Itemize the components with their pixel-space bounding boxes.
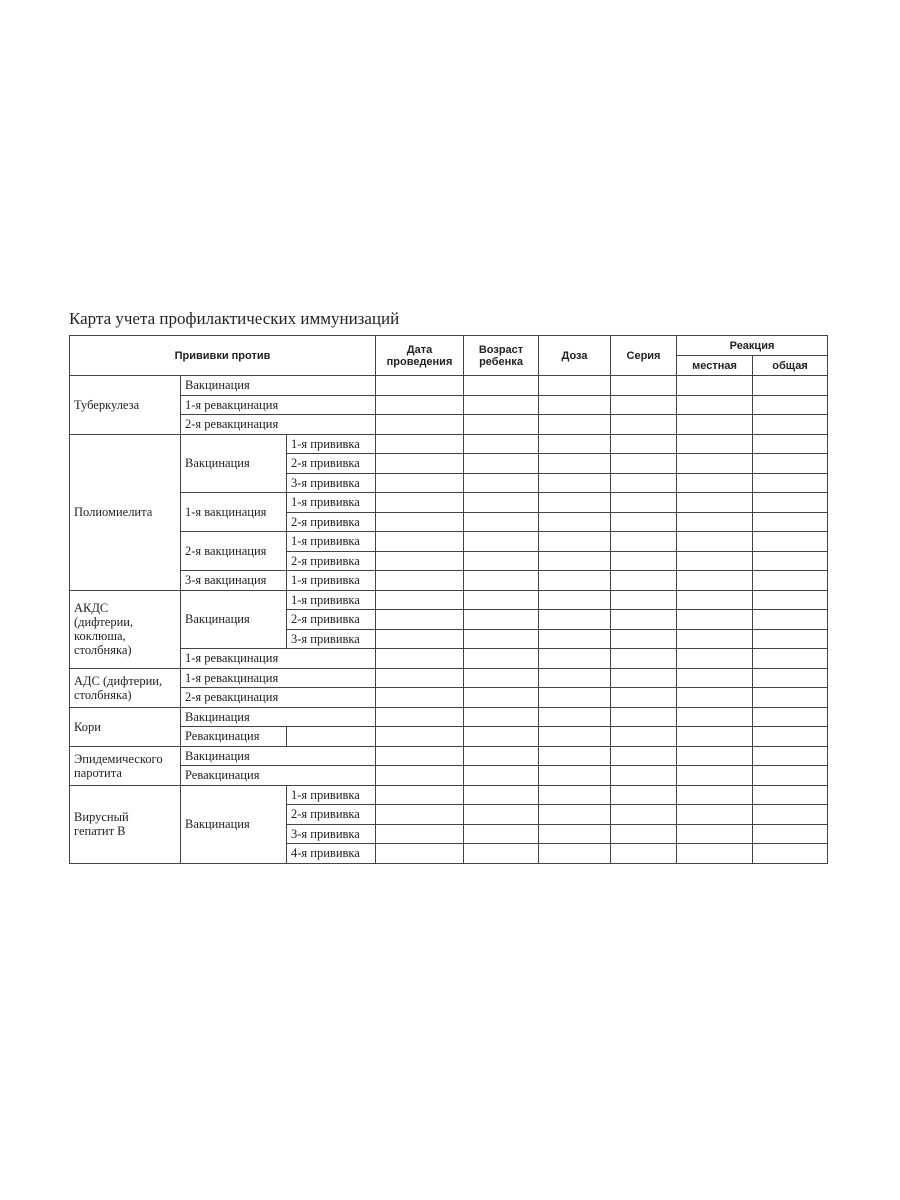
header-age (464, 336, 539, 376)
reaction-general-cell[interactable] (753, 610, 828, 630)
dose-cell[interactable] (539, 395, 611, 415)
date-cell[interactable] (376, 590, 464, 610)
reaction-general-cell[interactable] (753, 688, 828, 708)
age-cell[interactable] (464, 629, 539, 649)
date-cell[interactable] (376, 824, 464, 844)
date-cell[interactable] (376, 551, 464, 571)
series-cell[interactable] (611, 571, 677, 591)
reaction-general-cell[interactable] (753, 571, 828, 591)
section-mumps-line: паротита (74, 765, 122, 780)
dose-label: 3-я прививка (287, 824, 376, 844)
dose-label: 2-я прививка (287, 454, 376, 474)
row-label: Вакцинация (181, 746, 376, 766)
header-dose: Доза (539, 336, 611, 376)
dose-cell[interactable] (539, 707, 611, 727)
date-cell[interactable] (376, 532, 464, 552)
header-date-line2: проведения (386, 355, 453, 368)
age-cell[interactable] (464, 727, 539, 747)
dose-cell[interactable] (539, 610, 611, 630)
reaction-general-cell[interactable] (753, 532, 828, 552)
dose-cell[interactable] (539, 376, 611, 396)
series-cell[interactable] (611, 610, 677, 630)
date-cell[interactable] (376, 571, 464, 591)
dose-cell[interactable] (539, 434, 611, 454)
date-cell[interactable] (376, 727, 464, 747)
reaction-local-cell[interactable] (677, 415, 753, 435)
age-cell[interactable] (464, 688, 539, 708)
dose-cell[interactable] (539, 512, 611, 532)
dose-cell[interactable] (539, 532, 611, 552)
dose-label: 4-я прививка (287, 844, 376, 864)
table-row (70, 785, 828, 805)
age-cell[interactable] (464, 785, 539, 805)
series-cell[interactable] (611, 746, 677, 766)
reaction-general-cell[interactable] (753, 746, 828, 766)
date-cell[interactable] (376, 668, 464, 688)
section-hepb-name (70, 785, 181, 863)
dose-cell[interactable] (539, 805, 611, 825)
stage-label: 3-я вакцинация (181, 571, 287, 591)
reaction-general-cell[interactable] (753, 473, 828, 493)
dose-cell[interactable] (539, 688, 611, 708)
dose-label: 1-я прививка (287, 493, 376, 513)
reaction-local-cell[interactable] (677, 512, 753, 532)
dose-label: 1-я прививка (287, 434, 376, 454)
date-cell[interactable] (376, 766, 464, 786)
table-row (70, 376, 828, 396)
reaction-general-cell[interactable] (753, 454, 828, 474)
date-cell[interactable] (376, 746, 464, 766)
dose-cell[interactable] (539, 649, 611, 669)
dose-cell[interactable] (539, 668, 611, 688)
age-cell[interactable] (464, 473, 539, 493)
series-cell[interactable] (611, 551, 677, 571)
dose-cell[interactable] (539, 571, 611, 591)
age-cell[interactable] (464, 493, 539, 513)
dose-cell[interactable] (539, 824, 611, 844)
reaction-local-cell[interactable] (677, 785, 753, 805)
reaction-local-cell[interactable] (677, 668, 753, 688)
header-date (376, 336, 464, 376)
section-akds-name (70, 590, 181, 668)
dose-cell[interactable] (539, 473, 611, 493)
header-date-line1: Дата (406, 343, 433, 356)
section-akds-line: (дифтерии, (74, 615, 134, 629)
reaction-general-cell[interactable] (753, 649, 828, 669)
reaction-general-cell[interactable] (753, 805, 828, 825)
age-cell[interactable] (464, 766, 539, 786)
reaction-general-cell[interactable] (753, 512, 828, 532)
series-cell[interactable] (611, 434, 677, 454)
table-row (70, 668, 828, 688)
reaction-local-cell[interactable] (677, 805, 753, 825)
row-label: Вакцинация (181, 707, 376, 727)
reaction-general-cell[interactable] (753, 551, 828, 571)
reaction-local-cell[interactable] (677, 707, 753, 727)
date-cell[interactable] (376, 649, 464, 669)
dose-cell[interactable] (539, 590, 611, 610)
section-akds-line: АКДС (74, 601, 109, 615)
age-cell[interactable] (464, 376, 539, 396)
date-cell[interactable] (376, 805, 464, 825)
date-cell[interactable] (376, 395, 464, 415)
reaction-local-cell[interactable] (677, 649, 753, 669)
table-row (70, 766, 828, 786)
table-row (70, 493, 828, 513)
series-cell[interactable] (611, 805, 677, 825)
reaction-local-cell[interactable] (677, 824, 753, 844)
date-cell[interactable] (376, 688, 464, 708)
date-cell[interactable] (376, 707, 464, 727)
stage-label: Вакцинация (181, 434, 287, 493)
section-akds-line: столбняка) (74, 643, 132, 657)
reaction-general-cell[interactable] (753, 376, 828, 396)
row-label: Ревакцинация (181, 727, 287, 747)
reaction-general-cell[interactable] (753, 493, 828, 513)
stage-label: Вакцинация (181, 590, 287, 649)
row-label: Вакцинация (181, 376, 376, 396)
age-cell[interactable] (464, 395, 539, 415)
reaction-local-cell[interactable] (677, 473, 753, 493)
series-cell[interactable] (611, 415, 677, 435)
reaction-local-cell[interactable] (677, 844, 753, 864)
table-row (70, 649, 828, 669)
series-cell[interactable] (611, 707, 677, 727)
section-mumps-line: Эпидемического (74, 751, 163, 766)
reaction-local-cell[interactable] (677, 454, 753, 474)
reaction-general-cell[interactable] (753, 415, 828, 435)
table-row (70, 727, 828, 747)
table-row (70, 707, 828, 727)
stage-label: Вакцинация (181, 785, 287, 863)
section-ads-line: столбняка) (74, 687, 132, 702)
row-label: 1-я ревакцинация (181, 668, 376, 688)
section-ads-line: АДС (дифтерии, (74, 673, 163, 688)
reaction-local-cell[interactable] (677, 551, 753, 571)
dose-label: 2-я прививка (287, 551, 376, 571)
series-cell[interactable] (611, 824, 677, 844)
section-hepb-line: гепатит B (74, 824, 126, 838)
series-cell[interactable] (611, 649, 677, 669)
table-row (70, 590, 828, 610)
series-cell[interactable] (611, 473, 677, 493)
dose-label: 3-я прививка (287, 629, 376, 649)
date-cell[interactable] (376, 493, 464, 513)
age-cell[interactable] (464, 454, 539, 474)
age-cell[interactable] (464, 512, 539, 532)
dose-label: 1-я прививка (287, 785, 376, 805)
section-ads-name (70, 668, 181, 707)
reaction-general-cell[interactable] (753, 590, 828, 610)
date-cell[interactable] (376, 376, 464, 396)
series-cell[interactable] (611, 512, 677, 532)
date-cell[interactable] (376, 415, 464, 435)
dose-cell[interactable] (539, 727, 611, 747)
row-label: 2-я ревакцинация (181, 415, 376, 435)
reaction-local-cell[interactable] (677, 590, 753, 610)
series-cell[interactable] (611, 395, 677, 415)
reaction-general-cell[interactable] (753, 766, 828, 786)
row-label: Ревакцинация (181, 766, 376, 786)
header-reaction: Реакция (677, 336, 828, 356)
dose-label: 2-я прививка (287, 610, 376, 630)
row-label: 1-я ревакцинация (181, 395, 376, 415)
row-label: 1-я ревакцинация (181, 649, 376, 669)
dose-cell[interactable] (539, 493, 611, 513)
reaction-local-cell[interactable] (677, 532, 753, 552)
reaction-general-cell[interactable] (753, 707, 828, 727)
dose-cell[interactable] (539, 785, 611, 805)
header-vaccinations-against: Прививки против (70, 336, 376, 376)
date-cell[interactable] (376, 844, 464, 864)
section-tb-name: Туберкулеза (70, 376, 181, 435)
immunization-table (69, 335, 828, 864)
reaction-general-cell[interactable] (753, 785, 828, 805)
table-row (70, 746, 828, 766)
dose-cell[interactable] (539, 844, 611, 864)
reaction-local-cell[interactable] (677, 376, 753, 396)
reaction-local-cell[interactable] (677, 629, 753, 649)
section-polio-name: Полиомиелита (70, 434, 181, 590)
age-cell[interactable] (464, 415, 539, 435)
section-measles-name: Кори (70, 707, 181, 746)
dose-cell[interactable] (539, 415, 611, 435)
section-mumps-name (70, 746, 181, 785)
date-cell[interactable] (376, 610, 464, 630)
dose-label: 2-я прививка (287, 805, 376, 825)
table-row (70, 415, 828, 435)
dose-cell[interactable] (539, 551, 611, 571)
age-cell[interactable] (464, 571, 539, 591)
date-cell[interactable] (376, 434, 464, 454)
dose-label: 1-я прививка (287, 590, 376, 610)
reaction-local-cell[interactable] (677, 434, 753, 454)
page-title: Карта учета профилактических иммунизаций (69, 309, 400, 328)
dose-label: 1-я прививка (287, 532, 376, 552)
age-cell[interactable] (464, 649, 539, 669)
row-label: 2-я ревакцинация (181, 688, 376, 708)
series-cell[interactable] (611, 844, 677, 864)
table-row (70, 434, 828, 454)
header-reaction-local: местная (677, 356, 753, 376)
age-cell[interactable] (464, 590, 539, 610)
header-reaction-general: общая (753, 356, 828, 376)
reaction-general-cell[interactable] (753, 395, 828, 415)
reaction-local-cell[interactable] (677, 493, 753, 513)
reaction-local-cell[interactable] (677, 395, 753, 415)
dose-cell[interactable] (539, 746, 611, 766)
table-row (70, 688, 828, 708)
series-cell[interactable] (611, 493, 677, 513)
stage-label: 2-я вакцинация (181, 532, 287, 571)
age-cell[interactable] (464, 434, 539, 454)
header-age-line2: ребенка (479, 355, 523, 368)
reaction-local-cell[interactable] (677, 610, 753, 630)
series-cell[interactable] (611, 688, 677, 708)
reaction-local-cell[interactable] (677, 727, 753, 747)
age-cell[interactable] (464, 610, 539, 630)
dose-label: 2-я прививка (287, 512, 376, 532)
section-akds-line: коклюша, (74, 629, 126, 643)
header-age-line1: Возраст (478, 343, 524, 356)
date-cell[interactable] (376, 629, 464, 649)
reaction-general-cell[interactable] (753, 727, 828, 747)
table-row (70, 395, 828, 415)
section-hepb-line: Вирусный (74, 810, 129, 824)
header-series: Серия (611, 336, 677, 376)
age-cell[interactable] (464, 551, 539, 571)
age-cell[interactable] (464, 746, 539, 766)
age-cell[interactable] (464, 707, 539, 727)
dose-cell[interactable] (539, 629, 611, 649)
reaction-local-cell[interactable] (677, 746, 753, 766)
age-cell[interactable] (464, 824, 539, 844)
series-cell[interactable] (611, 454, 677, 474)
reaction-local-cell[interactable] (677, 766, 753, 786)
series-cell[interactable] (611, 785, 677, 805)
reaction-general-cell[interactable] (753, 824, 828, 844)
dose-cell[interactable] (539, 454, 611, 474)
reaction-general-cell[interactable] (753, 629, 828, 649)
reaction-general-cell[interactable] (753, 844, 828, 864)
series-cell[interactable] (611, 532, 677, 552)
age-cell[interactable] (464, 844, 539, 864)
series-cell[interactable] (611, 727, 677, 747)
age-cell[interactable] (464, 805, 539, 825)
reaction-general-cell[interactable] (753, 668, 828, 688)
stage-label: 1-я вакцинация (181, 493, 287, 532)
date-cell[interactable] (376, 454, 464, 474)
dose-cell[interactable] (539, 766, 611, 786)
series-cell[interactable] (611, 376, 677, 396)
series-cell[interactable] (611, 629, 677, 649)
age-cell[interactable] (464, 532, 539, 552)
table-row (70, 571, 828, 591)
date-cell[interactable] (376, 473, 464, 493)
date-cell[interactable] (376, 512, 464, 532)
series-cell[interactable] (611, 590, 677, 610)
reaction-local-cell[interactable] (677, 571, 753, 591)
series-cell[interactable] (611, 766, 677, 786)
reaction-general-cell[interactable] (753, 434, 828, 454)
dose-label: 1-я прививка (287, 571, 376, 591)
age-cell[interactable] (464, 668, 539, 688)
date-cell[interactable] (376, 785, 464, 805)
table-row (70, 532, 828, 552)
dose-label: 3-я прививка (287, 473, 376, 493)
reaction-local-cell[interactable] (677, 688, 753, 708)
empty-sub-cell (287, 727, 376, 747)
series-cell[interactable] (611, 668, 677, 688)
